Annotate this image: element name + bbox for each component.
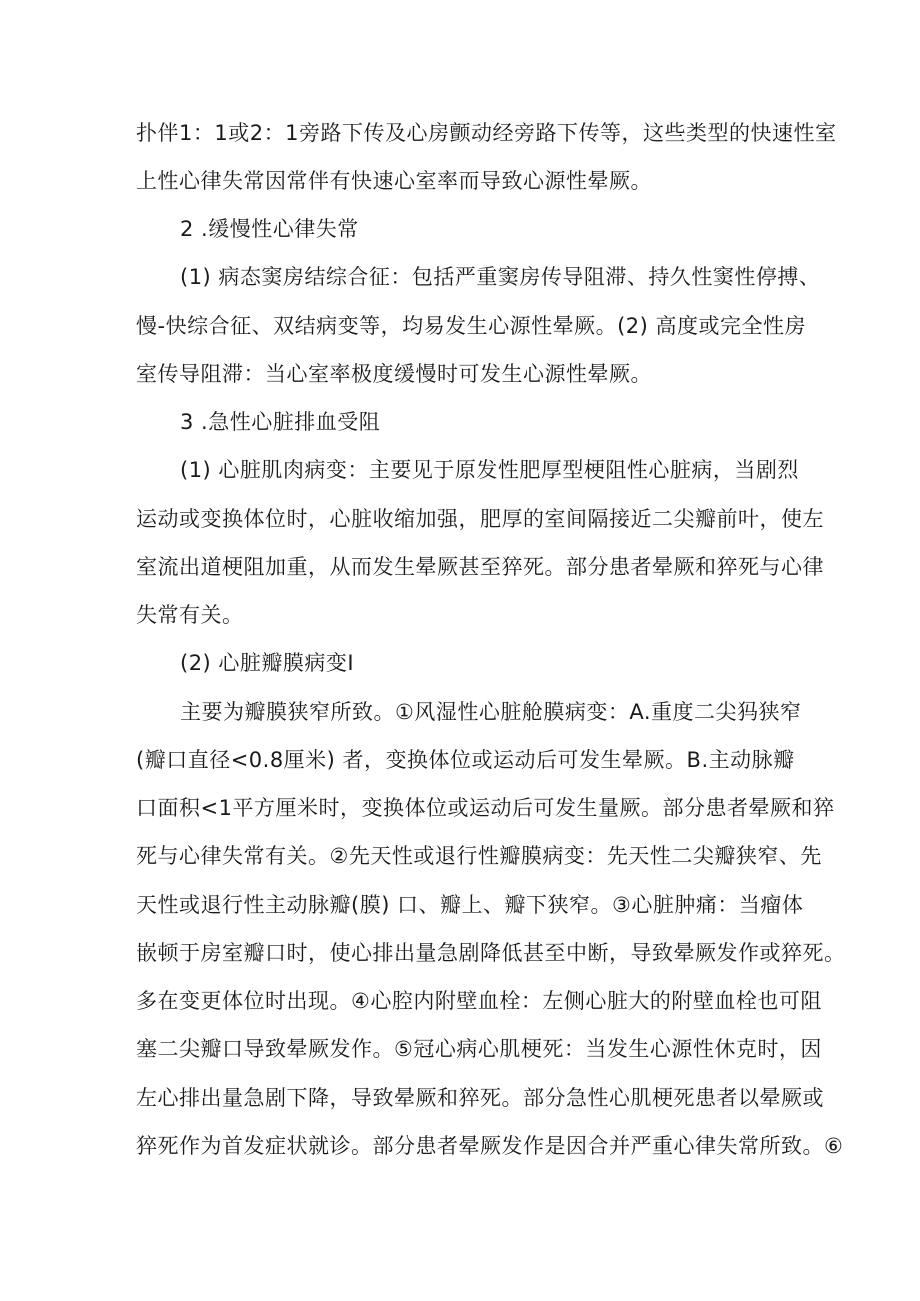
section-heading: 2 .缓慢性心律失常 — [180, 217, 359, 241]
paragraph-line: 塞二尖瓣口导致晕厥发作。⑤冠心病心肌梗死：当发生心源性休克时，因 — [136, 1037, 822, 1061]
paragraph-line: 运动或变换体位时，心脏收缩加强，肥厚的室间隔接近二尖瓣前叶，使左 — [136, 507, 824, 531]
paragraph-line: 失常有关。 — [136, 603, 244, 627]
paragraph-line: 慢-快综合征、双结病变等，均易发生心源性晕厥。(2) 高度或完全性房 — [136, 314, 806, 338]
paragraph-line: (瓣口直径<0.8厘米) 者，变换体位或运动后可发生晕厥。B.主动脉瓣 — [136, 748, 795, 772]
paragraph-line: 猝死作为首发症状就诊。部分患者晕厥发作是因合并严重心律失常所致。⑥ — [136, 1134, 844, 1158]
paragraph-line: 室传导阻滞：当心室率极度缓慢时可发生心源性晕厥。 — [136, 362, 652, 386]
paragraph-line: 扑伴1：1或2：1旁路下传及心房颤动经旁路下传等，这些类型的快速性室 — [136, 121, 837, 145]
paragraph-line: (1) 心脏肌肉病变：主要见于原发性肥厚型梗阻性心脏病，当剧烈 — [180, 458, 799, 482]
paragraph-line: 死与心律失常有关。②先天性或退行性瓣膜病变：先天性二尖瓣狭窄、先 — [136, 844, 822, 868]
paragraph-line: 口面积<1平方厘米时，变换体位或运动后可发生量厥。部分患者晕厥和猝 — [136, 796, 835, 820]
paragraph-line: 嵌顿于房室瓣口时，使心排出量急剧降低甚至中断，导致晕厥发作或猝死。 — [136, 941, 846, 965]
paragraph-line: 主要为瓣膜狭窄所致。①风湿性心脏舱膜病变：A.重度二尖犸狭窄 — [180, 700, 802, 724]
section-heading: (2) 心脏瓣膜病变I — [180, 651, 355, 675]
section-heading: 3 .急性心脏排血受阻 — [180, 410, 381, 434]
paragraph-line: 多在变更体位时出现。④心腔内附壁血栓：左侧心脏大的附壁血栓也可阻 — [136, 989, 822, 1013]
paragraph-line: 上性心律失常因常伴有快速心室率而导致心源性晕厥。 — [136, 169, 652, 193]
paragraph-line: (1) 病态窦房结综合征：包括严重窦房传导阻滞、持久性窦性停搏、 — [180, 265, 821, 289]
paragraph-line: 天性或退行性主动脉瓣(膜) 口、瓣上、瓣下狭窄。③心脏肿痛：当瘤体 — [136, 893, 804, 917]
paragraph-line: 左心排出量急剧下降，导致晕厥和猝死。部分急性心肌梗死患者以晕厥或 — [136, 1086, 824, 1110]
paragraph-line: 室流出道梗阻加重，从而发生晕厥甚至猝死。部分患者晕厥和猝死与心律 — [136, 555, 824, 579]
